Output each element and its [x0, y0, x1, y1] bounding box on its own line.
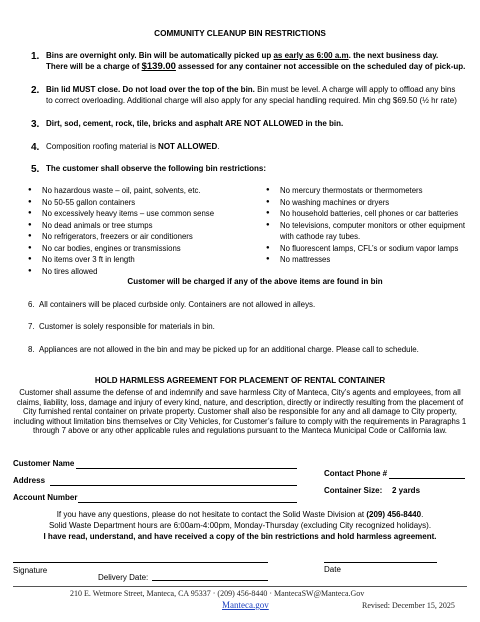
container-size-label: Container Size:: [324, 486, 383, 495]
customer-name-field[interactable]: [76, 468, 297, 469]
item-5-text: The customer shall observe the following bin restrictions:: [46, 164, 267, 173]
list-item: ● No washing machines or dryers: [266, 197, 476, 209]
item-1-text: Bins are overnight only. Bin will be automatically picked up as early as 6:00 a.m. the next business day. There will be a charge of $139.00 assessed for any container not accessible on the scheduled day of pick-up.: [46, 51, 466, 72]
list-item: ● No fluorescent lamps, CFL’s or sodium vapor lamps: [266, 243, 476, 255]
charge-note: Customer will be charged if any of the above items are found in bin: [127, 277, 383, 286]
item-1-number: 1.: [31, 51, 40, 62]
list-item: ● No car bodies, engines or transmissions: [28, 243, 248, 255]
item-3-text: Dirt, sod, cement, rock, tile, bricks and asphalt ARE NOT ALLOWED in the bin.: [46, 119, 344, 128]
account-number-label: Account Number: [13, 493, 78, 502]
agreement-title: HOLD HARMLESS AGREEMENT FOR PLACEMENT OF RENTAL CONTAINER: [94, 376, 386, 385]
item-4-text: Composition roofing material is NOT ALLOWED.: [46, 142, 220, 151]
list-item: ● No household batteries, cell phones or car batteries: [266, 208, 476, 220]
contact-phone-label: Contact Phone #: [324, 469, 388, 478]
hours-text: Solid Waste Department hours are 6:00am-4:00pm, Monday-Thursday (excluding City recognized holidays).: [48, 521, 432, 530]
phone-number: (209) 456-8440: [366, 510, 422, 519]
list-item: ● No tires allowed: [28, 266, 248, 278]
list-item: ● No 50-55 gallon containers: [28, 197, 248, 209]
charge-amount: $139.00: [141, 60, 176, 72]
item-8: 8. Appliances are not allowed in the bin and may be picked up for an additional charge. Please call to schedule.: [28, 345, 419, 354]
list-item: ● No mattresses: [266, 254, 476, 266]
address-label: Address: [13, 476, 46, 485]
signature-field[interactable]: [13, 562, 268, 563]
list-item: ● No hazardous waste – oil, paint, solvents, etc.: [28, 185, 248, 197]
questions-text: If you have any questions, please do not hesitate to contact the Solid Waste Division at (209) 456-8440.: [56, 510, 424, 519]
list-item: ● No mercury thermostats or thermometers: [266, 185, 476, 197]
revised-date: Revised: December 15, 2025: [362, 601, 455, 610]
website-link[interactable]: Manteca.gov: [222, 600, 269, 610]
delivery-date-label: Delivery Date:: [98, 573, 149, 582]
item-3-number: 3.: [31, 119, 40, 130]
item-5-number: 5.: [31, 164, 40, 175]
restrictions-right-list: [266, 185, 476, 266]
container-size-value: 2 yards: [392, 486, 421, 495]
date-label: Date: [324, 565, 341, 574]
date-field[interactable]: [324, 562, 437, 563]
account-number-field[interactable]: [78, 502, 297, 503]
list-item: ● No dead animals or tree stumps: [28, 220, 248, 232]
list-item: ● No excessively heavy items – use common sense: [28, 208, 248, 220]
contact-phone-field[interactable]: [389, 478, 465, 479]
restrictions-left-list: [28, 185, 248, 277]
list-item: ● No refrigerators, freezers or air conditioners: [28, 231, 248, 243]
agreement-body: Customer shall assume the defense of and indemnify and save harmless City of Manteca, City’s agents and employees, from all claims, liability, loss, damage and injury of every kind, nature, and description, directly or indirectly resulting from the placement of City furnished rental container on private property. Customer shall also be responsible for any and all damage to City property, including without limitation bins themselves or City Vehicles, for Customer’s failure to comply with the requirements in Paragraphs 1 through 7 above or any other applicable rules and regulations pursuant to the Manteca Municipal Code or California law.: [13, 388, 467, 436]
item-6: 6. All containers will be placed curbside only. Containers are not allowed in alleys.: [28, 300, 316, 309]
customer-name-label: Customer Name: [13, 459, 75, 468]
list-item: ● No televisions, computer monitors or other equipment with cathode ray tubes.: [266, 220, 476, 243]
delivery-date-field[interactable]: [152, 580, 268, 581]
address-field[interactable]: [50, 485, 297, 486]
item-2-number: 2.: [31, 85, 40, 96]
acknowledgement-text: I have read, understand, and have received a copy of the bin restrictions and hold harmless agreement.: [43, 532, 437, 541]
signature-label: Signature: [13, 566, 48, 575]
item-2-text: Bin lid MUST close. Do not load over the top of the bin. Bin must be level. A charge will apply to offload any bins to correct overloading. Additional charge will also apply for any special handling required. Min chg $69.50 (½ hr rate): [46, 85, 457, 105]
item-7: 7. Customer is solely responsible for materials in bin.: [28, 322, 215, 331]
item-4-number: 4.: [31, 142, 40, 153]
document-title: COMMUNITY CLEANUP BIN RESTRICTIONS: [154, 29, 326, 38]
footer-divider: [13, 586, 467, 587]
list-item: ● No items over 3 ft in length: [28, 254, 248, 266]
footer-address: 210 E. Wetmore Street, Manteca, CA 95337 · (209) 456-8440 · MantecaSW@Manteca.Gov: [70, 589, 365, 598]
